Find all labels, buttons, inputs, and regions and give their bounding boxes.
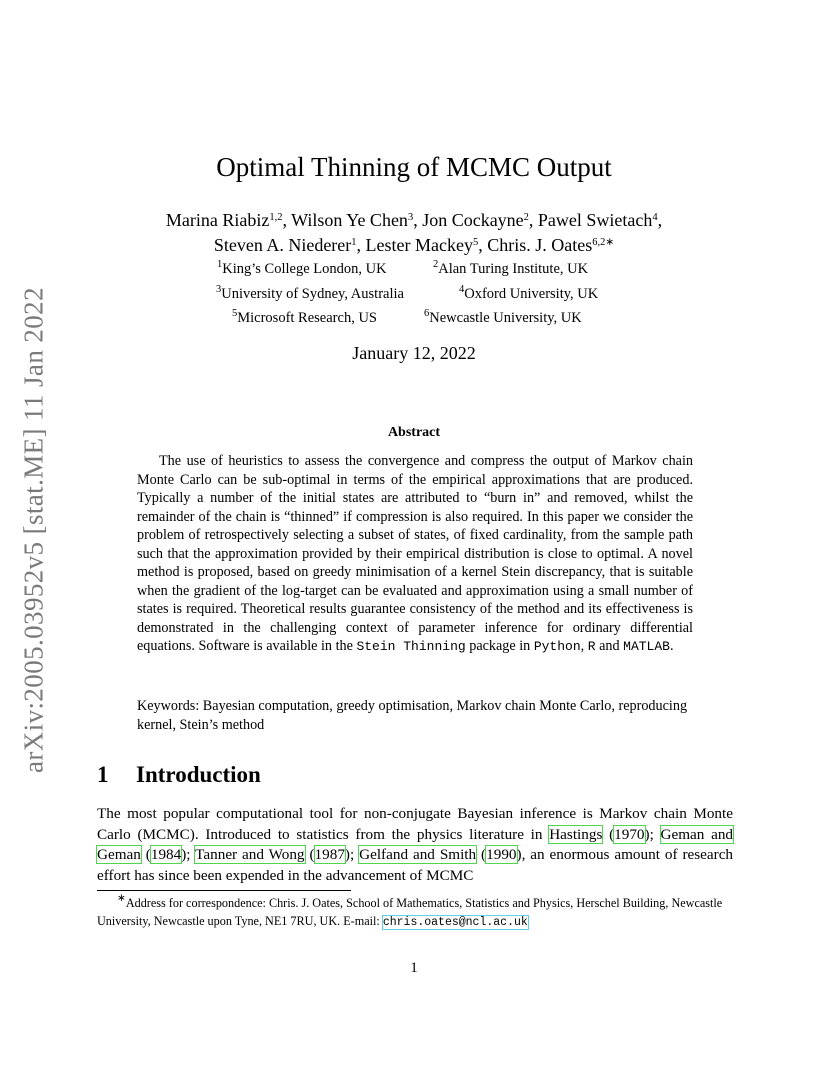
affiliation: $^2$Alan Turing Institute, UK — [433, 259, 589, 277]
author: Marina Riabiz$^{1,2}$, — [165, 210, 292, 230]
citation-link[interactable]: Hastings — [549, 825, 603, 843]
footnote-rule — [97, 890, 351, 891]
citation-link[interactable]: Geman and Geman — [97, 825, 734, 863]
paper-title: Optimal Thinning of MCMC Output — [216, 152, 612, 182]
affiliation: $^4$Oxford University, UK — [459, 284, 599, 302]
author-list — [0, 208, 828, 258]
affiliation: $^1$King’s College London, UK — [217, 259, 387, 277]
footnote-mark: ∗ — [117, 893, 126, 904]
keywords: Keywords: Bayesian computation, greedy optimisation, Markov chain Monte Carlo, reproducing kernel, Stein’s method — [137, 698, 688, 733]
section-title: Introduction — [136, 762, 261, 787]
introduction-paragraph: The most popular computational tool for non-conjugate Bayesian inference is Markov chain Monte Carlo (MCMC). Introduced to statistics from the physics literature in Hastings (1970); Geman and Geman (1984); Tanner and Wong (1987); Gelfand and Smith (1990), an enormous amount of research effort has since been expended in the advancement of MCMC — [97, 805, 734, 884]
author: Chris. J. Oates$^{6,2∗}$ — [487, 235, 615, 255]
author: Pawel Swietach$^4$, — [537, 210, 663, 230]
author-line-1 — [0, 208, 828, 233]
abstract-body — [137, 452, 693, 657]
author: Steven A. Niederer$^1$, — [213, 235, 366, 255]
section-number: 1 — [97, 762, 109, 787]
citation-year-link[interactable]: 1970 — [614, 825, 645, 843]
page-number: 1 — [410, 960, 418, 976]
publication-date: January 12, 2022 — [352, 343, 476, 363]
abstract-paragraph: The use of heuristics to assess the convergence and compress the output of Markov chain Monte Carlo can be sub-optimal in terms of the empirical approximations that are produced. Typically a number of the initial states are attributed to “burn in” and removed, whilst the remainder of the chain is “thinned” if compression is also required. In this paper we consider the problem of retrospectively selecting a subset of states, of fixed cardinality, from the sample path such that the approximation provided by their empirical distribution is close to optimal. A novel method is proposed, based on greedy minimisation of a kernel Stein discrepancy, that is suitable when the gradient of the log-target can be evaluated and approximation using a small number of states is required. Theoretical results guarantee consistency of the method and its effectiveness is demonstrated in the challenging context of parameter inference for ordinary differential equations. Software is available in the Stein Thinning package in Python, R and MATLAB. — [137, 453, 693, 654]
citation-link[interactable]: Tanner and Wong — [195, 846, 305, 863]
author: Wilson Ye Chen$^3$, — [291, 210, 423, 230]
author-line-2 — [0, 233, 828, 258]
footnote: ∗Address for correspondence: Chris. J. Oates, School of Mathematics, Statistics and Physics, Herschel Building, Newcastle University, Newcastle upon Tyne, NE1 7RU, UK. E-mail: chris.oates@ncl.ac.uk — [97, 893, 723, 929]
arxiv-identifier[interactable]: arXiv:2005.03952v5 [stat.ME] 11 Jan 2022 — [18, 287, 49, 773]
email-link[interactable]: chris.oates@ncl.ac.uk — [382, 916, 528, 929]
author: Lester Mackey$^5$, — [365, 235, 488, 255]
affiliation: $^5$Microsoft Research, US — [232, 308, 377, 326]
citation-year-link[interactable]: 1990 — [486, 846, 517, 863]
affiliation: $^6$Newcastle University, UK — [424, 308, 582, 326]
citation-link[interactable]: Gelfand and Smith — [359, 846, 477, 863]
abstract-heading: Abstract — [387, 425, 441, 440]
citation-year-link[interactable]: 1987 — [314, 846, 345, 863]
citation-year-link[interactable]: 1984 — [150, 846, 182, 863]
author: Jon Cockayne$^2$, — [422, 210, 538, 230]
affiliation: $^3$University of Sydney, Australia — [216, 284, 404, 302]
